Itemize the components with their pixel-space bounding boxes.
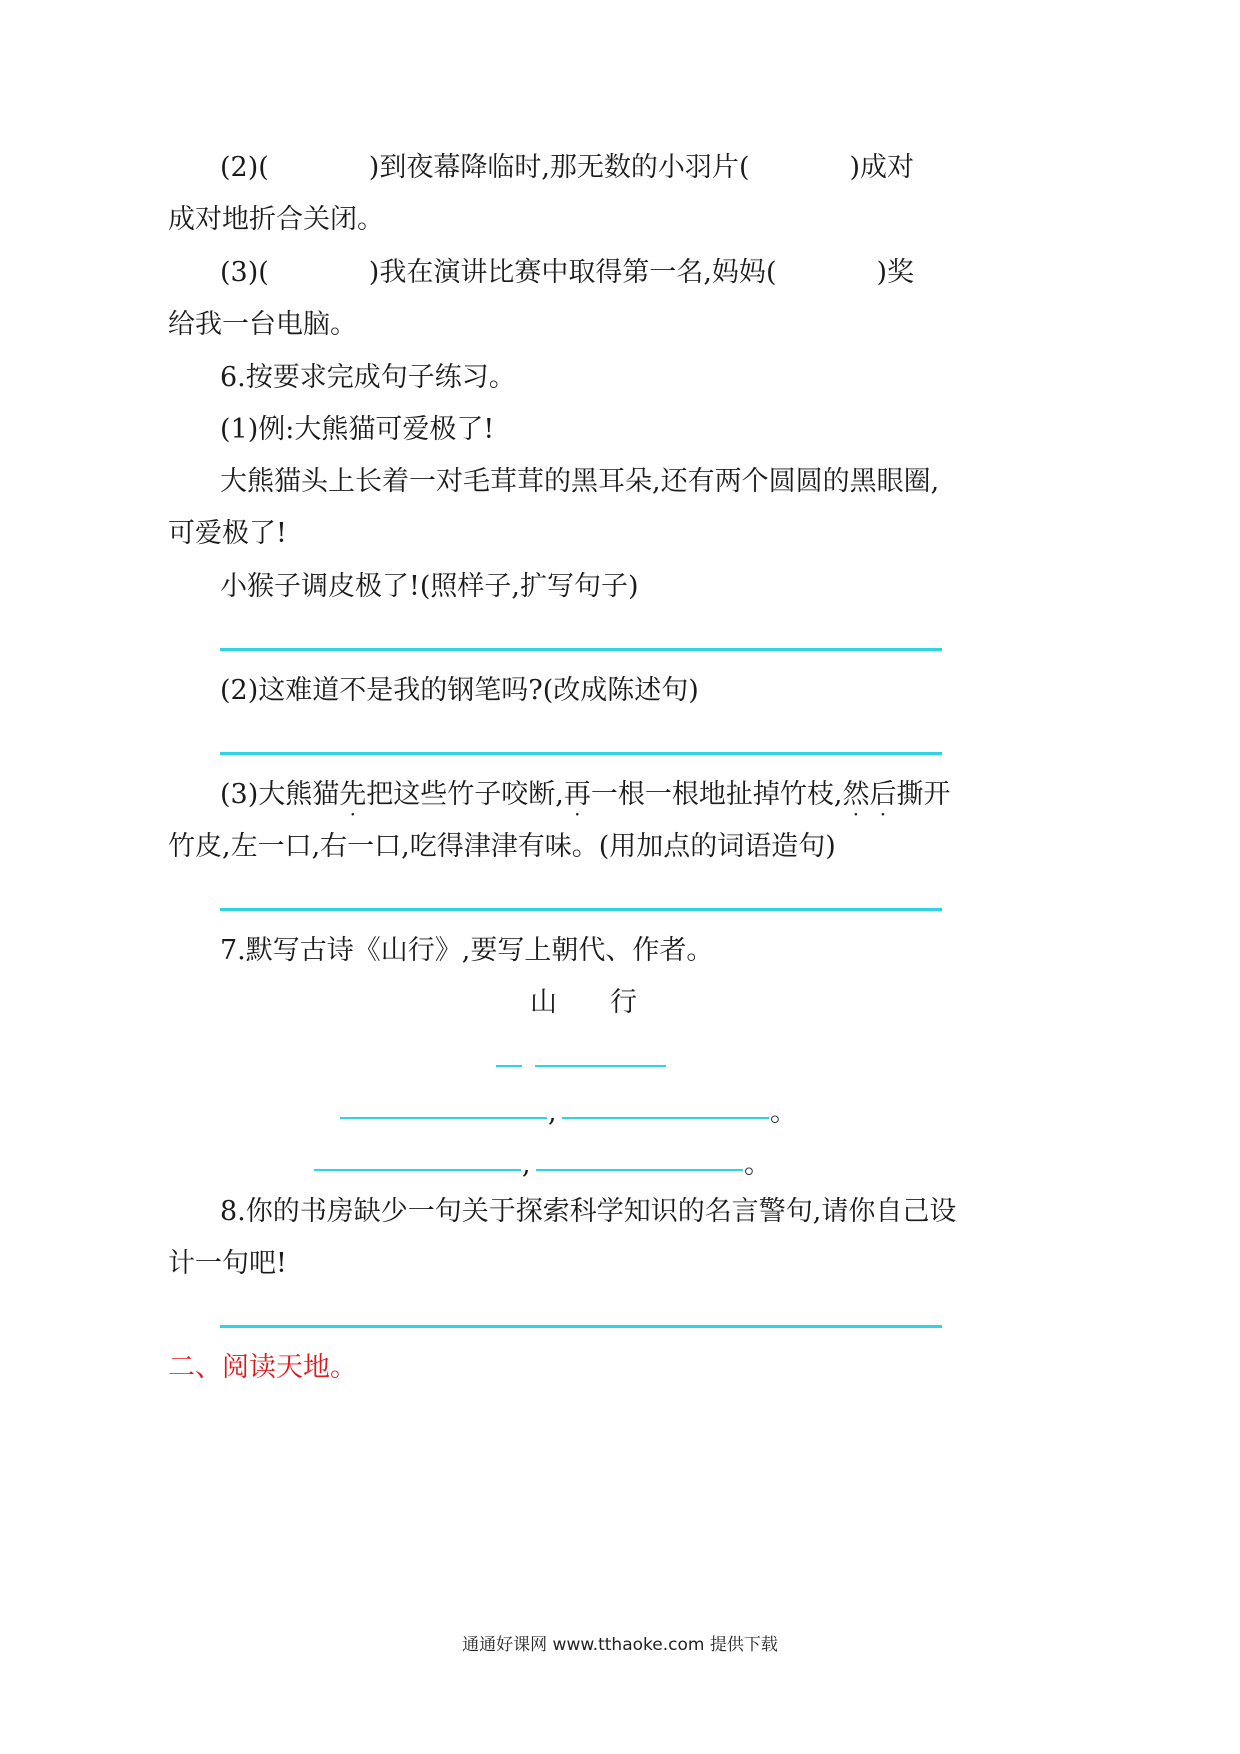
- q6-s3-line2: 竹皮,左一口,右一口,吃得津津有味。(用加点的词语造句): [168, 831, 836, 862]
- answer-line-s1[interactable]: [220, 648, 942, 651]
- q6-s1-model-line2: 可爱极了!: [168, 518, 287, 549]
- poem-line-2a[interactable]: [314, 1169, 521, 1171]
- answer-line-s2[interactable]: [220, 752, 942, 755]
- footer: 通通好课网 www.tthaoke.com 提供下载: [462, 1635, 778, 1655]
- q5-item3-line1: (3)( )我在演讲比赛中取得第一名,妈妈( )奖: [220, 257, 915, 288]
- section2-title: 二、阅读天地。: [168, 1352, 357, 1383]
- answer-line-s3[interactable]: [220, 908, 942, 911]
- q8-line1: 8.你的书房缺少一句关于探索科学知识的名言警句,请你自己设: [220, 1196, 957, 1227]
- q5-item2-line1: (2)( )到夜幕降临时,那无数的小羽片( )成对: [220, 152, 915, 183]
- q7-title: 7.默写古诗《山行》,要写上朝代、作者。: [220, 935, 714, 966]
- q6-s1-model-line1: 大熊猫头上长着一对毛茸茸的黑耳朵,还有两个圆圆的黑眼圈,: [220, 466, 940, 497]
- q6-s1-task: 小猴子调皮极了!(照样子,扩写句子): [220, 571, 639, 602]
- q6-s3-line1: (3)大熊猫先把这些竹子咬断,再一根一根地扯掉竹枝,然后撕开: [220, 779, 951, 810]
- item-number: (3): [220, 257, 259, 288]
- dotted-word: 然: [842, 779, 870, 810]
- poem-line-2b[interactable]: [536, 1169, 743, 1171]
- dynasty-blank[interactable]: [496, 1065, 522, 1067]
- poem-comma: ,: [548, 1097, 557, 1128]
- q6-s2-task: (2)这难道不是我的钢笔吗?(改成陈述句): [220, 675, 699, 706]
- q5-item2-line2: 成对地折合关闭。: [168, 204, 384, 235]
- author-blank[interactable]: [535, 1065, 666, 1067]
- poem-title-char-1: 山: [530, 987, 557, 1018]
- q8-line2: 计一句吧!: [168, 1248, 287, 1279]
- poem-period: 。: [770, 1097, 797, 1128]
- dotted-word: 再: [563, 779, 591, 810]
- q6-title: 6.按要求完成句子练习。: [220, 362, 516, 393]
- q5-item3-line2: 给我一台电脑。: [168, 309, 357, 340]
- item-number: (2): [220, 152, 259, 183]
- poem-line-1a[interactable]: [340, 1117, 547, 1119]
- poem-period: 。: [744, 1149, 771, 1180]
- poem-line-1b[interactable]: [562, 1117, 769, 1119]
- poem-title-char-2: 行: [610, 987, 637, 1018]
- q6-s1-example: (1)例:大熊猫可爱极了!: [220, 414, 495, 445]
- dotted-word: 后: [869, 779, 897, 810]
- dotted-word: 先: [339, 779, 367, 810]
- answer-line-q8[interactable]: [220, 1325, 942, 1328]
- poem-comma: ,: [522, 1149, 531, 1180]
